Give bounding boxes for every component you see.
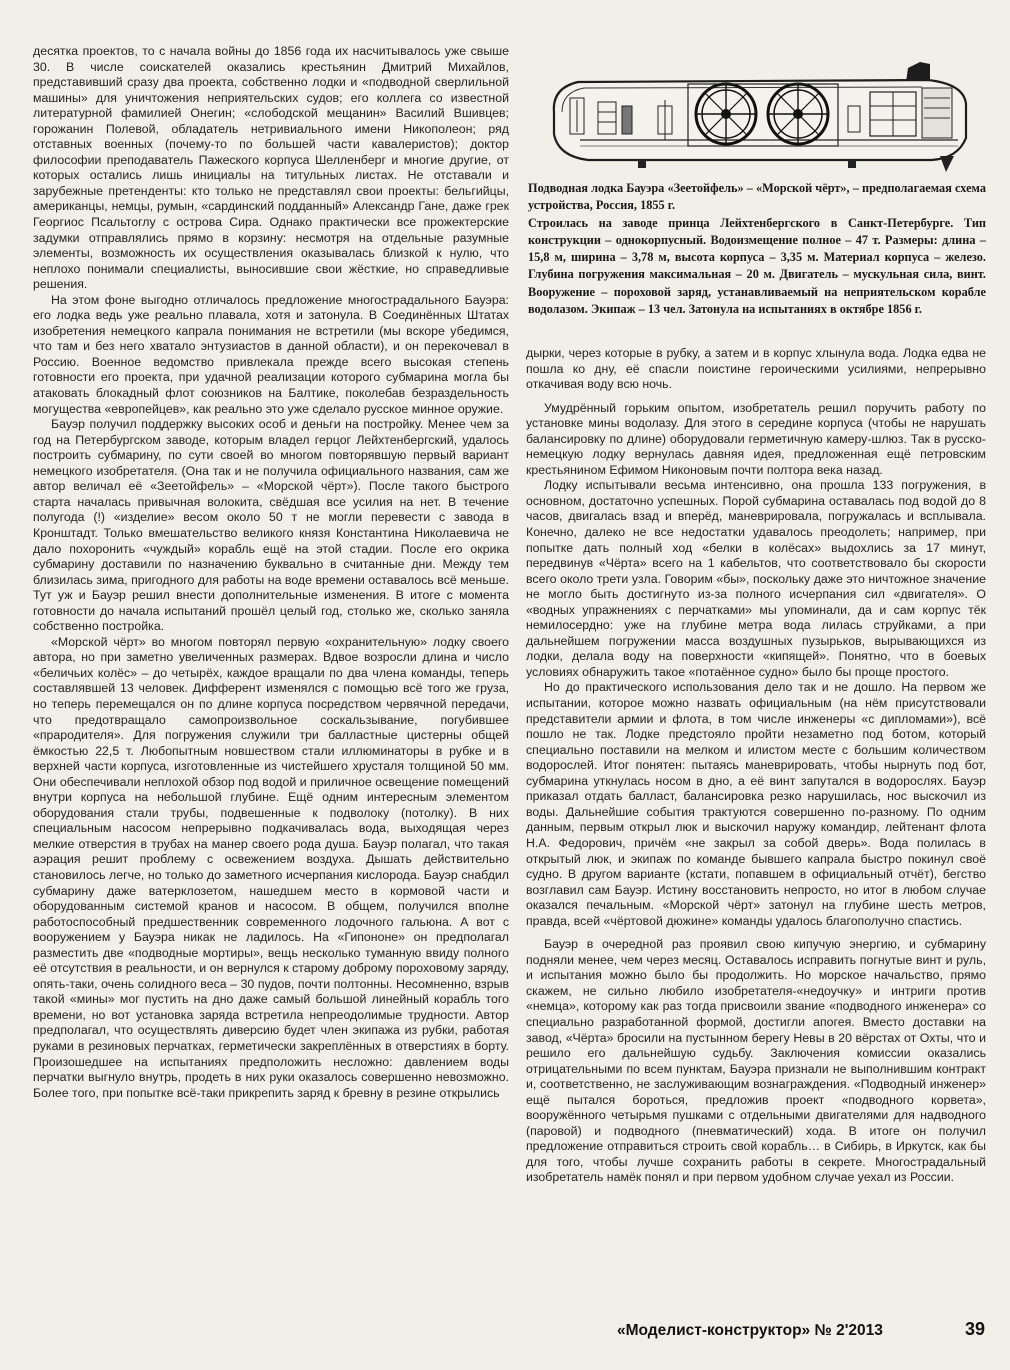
right-paragraph-3: Лодку испытывали весьма интенсивно, она прошла 133 погружения, в основном, достаточно успешных. Порой субмарина оставалась под водой до 8 часов, двигалась взад и вперёд, маневрировала, погружалась и всплывала. Конечно, далеко не все недостатки удавалось преодолеть; например, при попытке дать полный ход «белки в колёсах» выдохлись за 17 минут, передвинув «Чёрта» всего на 1 кабельтов, что соответствовало бы скорости всего около трети узла. Говорим «бы», поскольку даже это ничтожное значение не могло быть достигнуто из-за полного исчерпания сил «двигателя». О «водных упражнениях с перчатками» мы упоминали, да и сам корпус тёк немилосердно: уже на глубине метра вода лилась струйками, а при дальнейшем погружении масса воздушных пузырьков, вырывающихся из лодки, делала воду на поверхности «кипящей». Понятно, что в боевых условиях обнаружить такое «потаённое судно» было бы проще простого. xyxy=(526,478,986,679)
right-paragraph-1: дырки, через которые в рубку, а затем и в корпус хлынула вода. Лодка едва не пошла ко дну, её спасли поистине героическими усилиями, непрерывно откачивая воду всю ночь. xyxy=(526,346,986,392)
right-column xyxy=(526,346,986,1186)
page-number: 39 xyxy=(965,1319,986,1339)
submarine-schematic-image xyxy=(548,60,970,174)
right-paragraph-4: Но до практического использования дело так и не дошло. На первом же испытании, которое можно назвать официальным (на нём присутствовали представители армии и флота, в том числе инженеры «с дипломами»), всё пошло не так. Лодке предстояло пройти незаметно под ботом, который специально поставили на мелком и илистом месте с большим количеством водорослей. Итог понятен: пытаясь маневрировать, чтобы нырнуть под бот, субмарина уткнулась носом в дно, а её винт запутался в водорослях. Бауэр приказал отдать балласт, балансировка резко нарушилась, нос выскочил из воды. Дальнейшие события трактуются совершенно по-разному. По одним данным, первым открыл люк и выскочил наружу командир, лейтенант флота Н.А. Федорович, причём «не закрыл за собой дверь». Вода полилась в открытый люк, и экипаж по команде бывшего капрала быстро покинул своё судно. В другом варианте (кстати, попавшем в официальный отчёт), бегство возглавил сам Бауэр. Истину восстановить непросто, но итог в любом случае оказался печальным. «Морской чёрт» затонул на глубине шесть метров, правда, всей «чёртовой дюжине» команды удалось благополучно спастись. xyxy=(526,680,986,928)
caption-specs: Строилась на заводе принца Лейхтенбергского в Санкт-Петербурге. Тип конструкции – однокорпусный. Водоизмещение полное – 47 т. Размеры: длина – 15,8 м, ширина – 3,78 м, высота корпуса – 3,35 м. Материал корпуса – железо. Глубина погружения максимальная – 20 м. Двигатель – мускульная сила, винт. Вооружение – пороховой заряд, устанавливаемый на неприятельском корабле водолазом. Экипаж – 13 чел. Затонула на испытаниях в октябре 1856 г. xyxy=(528,215,986,317)
figure-caption xyxy=(528,180,986,318)
journal-footer: «Моделист-конструктор» № 2'2013 xyxy=(617,1322,883,1339)
submarine-diagram xyxy=(548,60,970,174)
left-column xyxy=(33,44,509,1101)
left-paragraph-2: На этом фоне выгодно отличалось предложение многострадального Бауэра: его лодка ведь уже реально плавала, хотя и затонула. В Соединённых Штатах изобретения немецкого капрала понимания не встретили (мы вскоре убедимся, что там и без него хватало энтузиастов в данной области), и он перекочевал в Россию. Военное ведомство привлекала прежде всего высокая степень готовности его проекта, при удачной реализации которого субмарина могла бы атаковать блокадный флот союзников на Балтике, поколебав безраздельность могущества «европейцев», как реально это уже сделало русское минное оружие. xyxy=(33,292,509,416)
right-paragraph-5: Бауэр в очередной раз проявил свою кипучую энергию, и субмарину подняли менее, чем через месяц. Оставалось исправить погнутые винт и руль, и испытания можно было бы продолжить. Но морское начальство, прямо скажем, не сильно любило изобретателя-«недоучку» и интриги против «немца», которому как раз тогда присвоили звание «подводного инженера» со специально разработанной формой, достигли апогея. Вместо доставки на завод, «Чёрта» бросили на пустынном берегу Невы в 20 вёрстах от Охты, что и решило его дальнейшую судьбу. Заключения комиссии оказались отрицательными по всем пунктам, Бауэра признали не выполнившим контракт и, соответственно, не заслуживающим вознаграждения. «Подводный инженер» ещё пытался бороться, предложив проект «подводного корвета», вооружённого четырьмя пушками с отдельными двигателями для надводного (паровой) и подводного (пневматический) хода. В итоге он получил предложение отправиться строить свой корабль… в Сибирь, в Иркутск, как бы для того, чтобы лучше сохранить работы в секрете. Многострадальный изобретатель намёк понял и при первом удобном случае уехал из России. xyxy=(526,937,986,1185)
right-paragraph-2: Умудрённый горьким опытом, изобретатель решил поручить работу по установке мины водолазу. Для этого в середине корпуса (чтобы не нарушать балансировку по длине) оборудовали герметичную камеру-шлюз. Так в русско-немецкую лодку вернулась давняя идея, предложенная ещё петровским крестьянином Ефимом Никоновым почти полтора века назад. xyxy=(526,400,986,477)
caption-title: Подводная лодка Бауэра «Зеетойфель» – «Морской чёрт», – предполагаемая схема устройства, Россия, 1855 г. xyxy=(528,181,986,213)
left-paragraph-4: «Морской чёрт» во многом повторял первую «охранительную» лодку своего автора, но при заметно увеличенных размерах. Вдвое возросли длина и число «беличьих колёс» – до четырёх, каждое вращали по два члена команды, теперь составлявшей 13 человек. Дифферент изменялся с помощью всё того же груза, но теперь перемещался он по длине корпуса посредством червячной передачи, что предотвращало самопроизвольное соскальзывание, погубившее «прародителя». Для погружения служили три балластные цистерны общей ёмкостью 22,5 т. Любопытным новшеством стали иллюминаторы в рубке и в верхней части корпуса, изготовленные из чистейшего хрусталя толщиной 50 мм. Они обеспечивали неплохой обзор под водой и приличное освещение помещений внутри корпуса на небольшой глубине. Ещё одним интересным элементом оборудования стали трубы, подвешенные к подволоку (потолку). В них специальным насосом непрерывно подкачивалась вода, выходящая через мелкие отверстия в трубах на манер своего рода душа. Бауэр полагал, что такая аэрация решит проблему с освежением воздуха. Дышать действительно становилось легче, но только до заметного исчерпания кислорода. Бауэр снабдил субмарину даже ватерклозетом, нашедшем место в кормовой части и оборудованным системой кранов и насосом. В общем, получился вполне работоспособный предшественник современного лодочного гальюна. А вот с вооружением у Бауэра никак не ладилось. На «Гипононе» он предполагал разместить две «подводные мортиры», вещь несколько туманную ввиду полного её отсутствия в реальности, и он вернулся к старому доброму пороховому заряду, опять-таки, очень солидного веса – 30 пудов, почти полтонны. Несомненно, взрыв такой «мины» мог пустить на дно даже самый большой линейный корабль того времени, но вот установка заряда встретила непреодолимые трудности. Автор предполагал, что осуществлять диверсию будет член экипажа из рубки, работая руками в резиновых перчатках, герметически закреплённых в отверстиях в борту. Произошедшее на испытаниях предположить несложно: давлением воды перчатки выгнуло внутрь, продеть в них руки оказалось совершенно невозможно. Более того, при попытке всё-таки прикрепить заряд к бревну в резине открылись xyxy=(33,634,509,1100)
left-paragraph-1: десятка проектов, то с начала войны до 1856 года их насчитывалось уже свыше 30. В числе соискателей оказались крестьянин Дмитрий Михайлов, представивший сразу два проекта, собственно лодки и «подводной сверлильной машины» для уничтожения неприятельских судов; его коллега со известной литературной фамилией Онегин; «слободской мещанин» Василий Вшивцев; горожанин Полевой, обладатель нетривиального имени Никополеон; ряд отставных военных (почему-то по большей части кавалеристов); доктор философии преподаватель Пажеского корпуса Шелленберг и многие другие, от которых остались лишь инициалы на титульных листах. Не отставали и зарубежные претенденты: кто только не представлял свои проекты: бельгийцы, американцы, немцы, румын, «сардинский подданный» Александр Гане, даже грек Георгиос Псальтоглу с острова Сира. Однако практически все прожектерские задумки отправлялись прямо в корзину: несмотря на отдельные разумные элементы, возможность их осуществления оказывалась близкой к нулю, что неплохо понимали специалисты, выносившие свои жёсткие, но справедливые решения. xyxy=(33,44,509,292)
left-paragraph-3: Бауэр получил поддержку высоких особ и деньги на постройку. Менее чем за год на Петербургском заводе, которым владел герцог Лейхтенбергский, удалось построить субмарину, по сути своей во многом повторявшую первый вариант немецкого изобретателя. (Она так и не получила официального названия, сам же автор величал её «Зеетойфель» – «Морской чёрт»). После такого быстрого старта началась привычная волокита, свёдшая все усилия на нет. В течение полугода (!) «изделие» весом около 50 т не могли перевести с завода в Кронштадт. Только вмешательство великого князя Константина Николаевича не дало похоронить «чуждый» корабль ещё на этой стадии. После его окрика субмарину доставили по назначению буквально в считанные дни. Между тем близилась зима, пригодного для работы на воде времени оставалось всё меньше. Тут уж и Бауэр решил внести дополнительные изменения. В итоге с момента готовности до начала испытаний прошёл целый год, столько же, сколько заняла собственно постройка. xyxy=(33,417,509,634)
